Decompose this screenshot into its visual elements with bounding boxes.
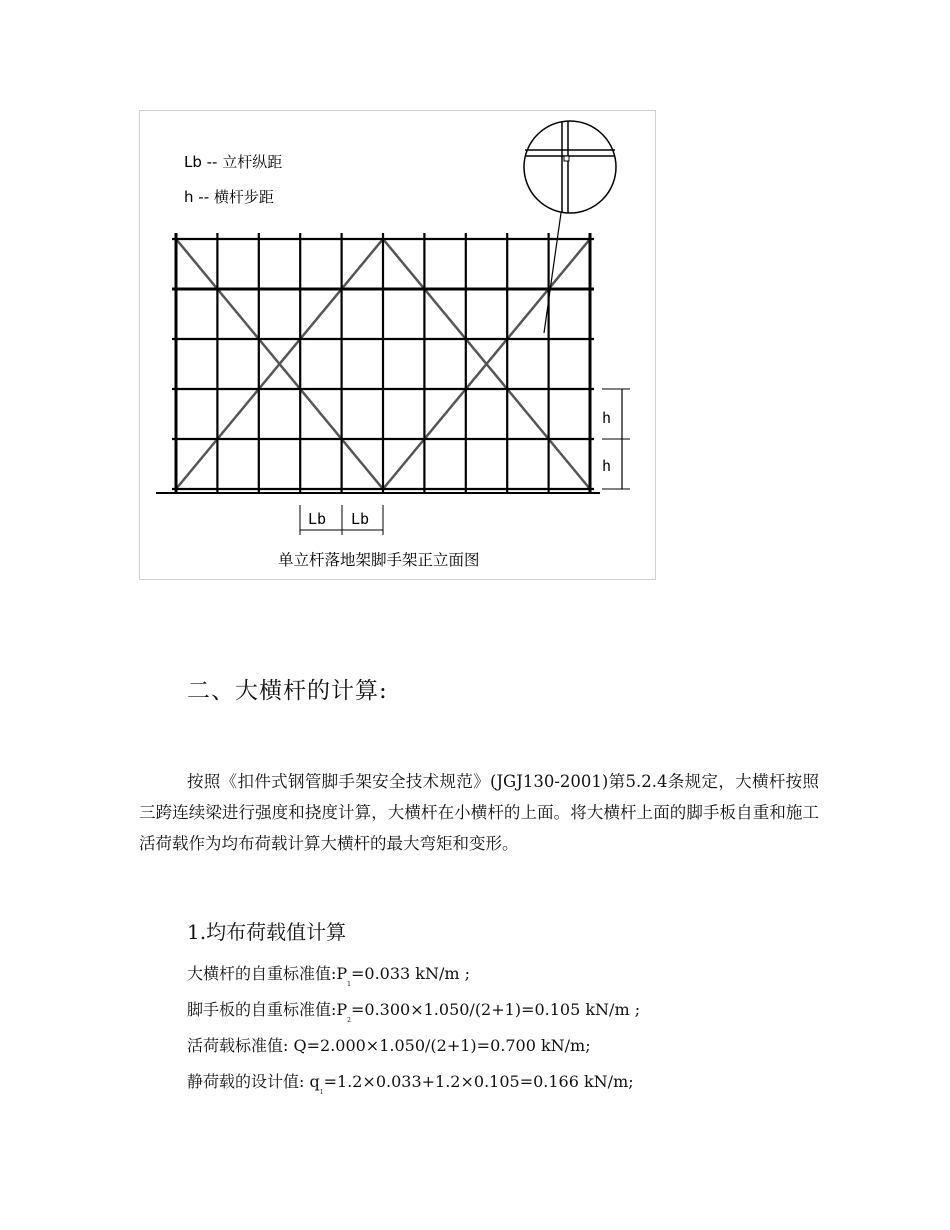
calc-line-static-design: [187, 1068, 787, 1104]
h-label-upper: h: [602, 409, 612, 427]
scaffold-elevation-drawing: [140, 111, 657, 581]
h-dimension: [602, 389, 630, 489]
lb-label-right: Lb: [351, 510, 370, 528]
calc-line2-prefix: 脚手板的自重标准值:P: [187, 1000, 348, 1019]
detail-circle: [524, 121, 616, 213]
calc-line3-text: 活荷载标准值: Q=2.000×1.050/(2+1)=0.700 kN/m;: [187, 1036, 591, 1055]
calc-line1-prefix: 大横杆的自重标准值:P: [187, 964, 348, 983]
scaffold-elevation-figure: [139, 110, 656, 580]
calc-line-live-load: [187, 1032, 787, 1068]
scaffold-grid: [172, 233, 594, 493]
load-calculation-list: [187, 960, 787, 1104]
lb-label-left: Lb: [308, 510, 327, 528]
detail-leader-line: [544, 213, 561, 333]
legend-lb: Lb -- 立杆纵距: [184, 153, 283, 171]
calc-line1-subscript: 1: [347, 981, 351, 988]
h-label-lower: h: [602, 457, 612, 475]
calc-line2-subscript: 2: [347, 1017, 351, 1024]
figure-caption: 单立杆落地架脚手架正立面图: [278, 551, 480, 569]
calc-line4-prefix: 静荷载的设计值: q: [187, 1072, 320, 1091]
lb-dimension: [300, 505, 383, 535]
section-paragraph: 按照《扣件式钢管脚手架安全技术规范》(JGJ130-2001)第5.2.4条规定，大横杆按照三跨连续梁进行强度和挠度计算，大横杆在小横杆的上面。将大横杆上面的脚手板自重和施工活荷载作为均布荷载计算大横杆的最大弯矩和变形。: [139, 772, 819, 853]
calc-line-ledger-self-weight: [187, 960, 787, 996]
calc-line1-value: =0.033 kN/m ;: [351, 964, 471, 983]
section-heading: 二、大横杆的计算:: [187, 678, 388, 704]
detail-coupler: [564, 156, 569, 161]
calc-line-board-self-weight: [187, 996, 787, 1032]
calc-line4-value: =1.2×0.033+1.2×0.105=0.166 kN/m;: [323, 1072, 634, 1091]
subsection-heading: 1.均布荷载值计算: [187, 920, 347, 944]
legend-h: h -- 横杆步距: [184, 188, 274, 206]
calc-line4-subscript: 1: [319, 1089, 324, 1096]
calc-line2-value: =0.300×1.050/(2+1)=0.105 kN/m ;: [351, 1000, 641, 1019]
